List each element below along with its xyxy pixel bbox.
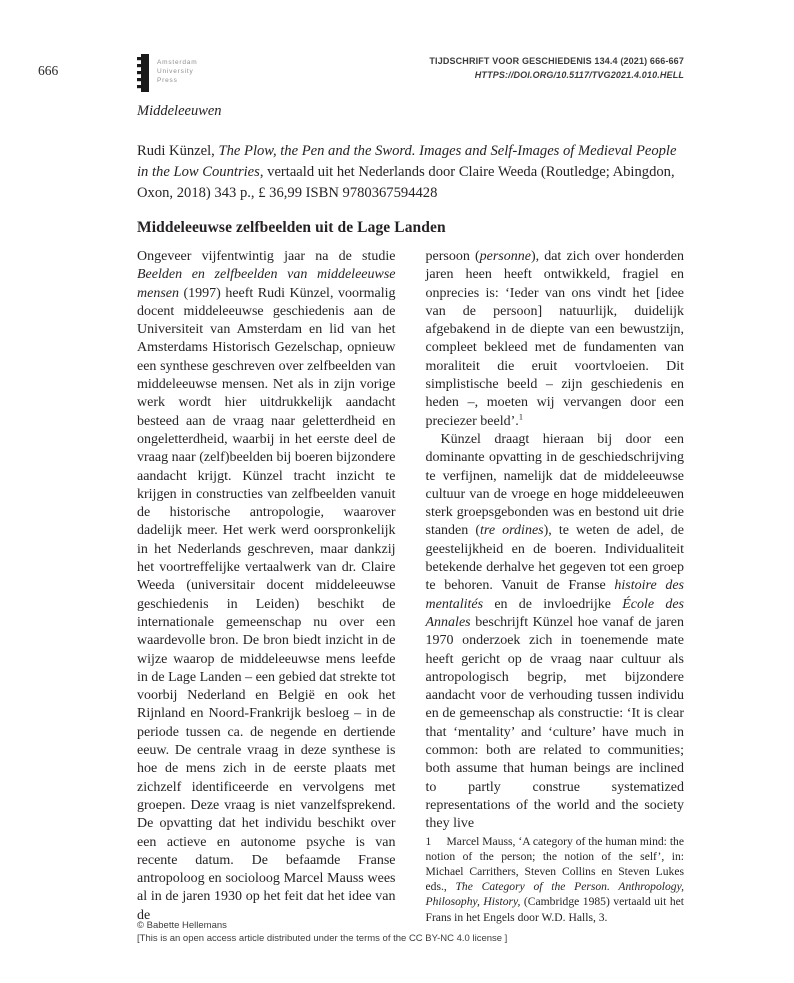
body-paragraph: Künzel draagt hieraan bij door een dominante opvatting in de geschiedschrijving te verfijnen, namelijk dat de middeleeuwse cultuur van de vroege en hoge middeleeuwen sterk groepsgebonden was en bestond uit drie standen (tre ordines), te weten de adel, de geestelijkheid en de boeren. Individualiteit betekende derhalve het gegeven tot een groep te behoren. Vanuit de Franse histoire des mentalités en de invloedrijke École des Annales beschrijft Künzel hoe vanaf de jaren 1970 onderzoek zich in toenemende mate heeft gericht op de vraag naar cultuur als antropologisch begrip, met bijzondere aandacht voor de verhouding tussen individu en de gemeenschap als constructie: ‘It is clear that ‘mentality’ and ‘culture’ have much in common: both are related to communities; both assume that human beings are inclined to partly construe systematized representations of the world and the society they live: [425, 431, 685, 832]
publisher-logo: [137, 54, 197, 92]
page-footer: [137, 919, 507, 945]
page-number: 666: [38, 63, 59, 78]
publisher-name-line: Press: [157, 77, 178, 84]
publisher-name-line: University: [157, 68, 194, 75]
book-citation: Rudi Künzel, The Plow, the Pen and the Sword. Images and Self-Images of Medieval People in the Low Countries, vertaald uit het Nederlands door Claire Weeda (Routledge; Abingdon, Oxon, 2018) 343 p., £ 36,99 ISBN 9780367594428: [137, 143, 677, 201]
journal-header: [429, 55, 684, 82]
body-paragraph: persoon (personne), dat zich over honderden jaren heen heeft ontwikkeld, fragiel en onprecies is: ‘Ieder van ons vindt het [idee van de persoon] natuurlijk, duidelijk afgebakend in de diepte van een bewustzijn, compleet bekleed met de fundamenten van moraliteit die eruit voortvloeien. Dit simplistische beeld – zijn geschiedenis en heden –, moeten wij vervangen door een preciezer beeld’.$^1$: [425, 249, 684, 429]
body-paragraph: Ongeveer vijfentwintig jaar na de studie Beelden en zelfbeelden van middeleeuwse mensen (1997) heeft Rudi Künzel, voormalig docent middeleeuwse geschiedenis aan de Universiteit van Amsterdam en lid van het Amsterdams Historisch Gezelschap, opnieuw een synthese geschreven over zelfbeelden van middeleeuwse mensen. Net als in zijn vorige werk wordt hier uitdrukkelijk aandacht besteed aan de vraag naar geletterdheid en ongeletterdheid, waarbij in het eerste deel de vraag naar (zelf)beelden bij boeren bijzondere aandacht krijgt. Künzel tracht inzicht te krijgen in constructies van zelfbeelden vanuit de historische antropologie, waarover dadelijk meer. Het werk werd oorspronkelijk in het Nederlands geschreven, maar dankzij het voortreffelijke vertaalwerk van dr. Claire Weeda (universitair docent middeleeuwse geschiedenis in Leiden) beschikt de internationale gemeenschap nu over een waardevolle bron. De bron biedt inzicht in de wijze waarop de middeleeuwse mens leefde in de Lage Landen – een gebied dat strekte tot voorbij Nederland en België en ook het Rijnland en Noord-Frankrijk besloeg – in de periode tussen ca. de negende en dertiende eeuw. De centrale vraag in deze synthese is hoe de mens zich in de eerste plaats met zichzelf identificeerde en vervolgens met groepen. Deze vraag is niet vanzelfsprekend. De opvatting dat het individu beschikt over een actieve en autonome psyche is van recente datum. De befaamde Franse antropoloog en socioloog Marcel Mauss wees al in de jaren 1930 op het feit dat het idee van de: [137, 249, 396, 923]
left-column: [137, 248, 396, 925]
footnote-text: Marcel Mauss, ‘A category of the human mind: the notion of the person; the notion of the self’, in: Michael Carrithers, Steven Collins en Steven Lukes eds., The Category of the Person. Anthropology, Philosophy, History, (Cambridge 1985) vertaald uit het Frans in het Engels door W.D. Halls, 3.: [425, 834, 684, 924]
review-title: Middeleeuwse zelfbeelden uit de Lage Landen: [137, 219, 446, 236]
copyright-line: © Babette Hellemans: [137, 920, 227, 931]
doi-line: HTTPS://DOI.ORG/10.5117/TVG2021.4.010.HELL: [474, 69, 684, 80]
journal-issue-line: TIJDSCHRIFT VOOR GESCHIEDENIS 134.4 (2021) 666-667: [429, 56, 684, 66]
section-label: Middeleeuwen: [137, 103, 222, 119]
right-column: [426, 248, 685, 925]
publisher-name-line: Amsterdam: [157, 59, 198, 66]
publisher-name: [157, 54, 197, 85]
article-content: [137, 103, 684, 925]
two-column-body: [137, 248, 684, 925]
license-line: [This is an open access article distributed under the terms of the CC BY-NC 4.0 license ]: [137, 933, 508, 944]
footnote: [426, 834, 685, 925]
aup-logo-icon: [137, 54, 149, 92]
footnote-number: 1: [425, 834, 432, 848]
